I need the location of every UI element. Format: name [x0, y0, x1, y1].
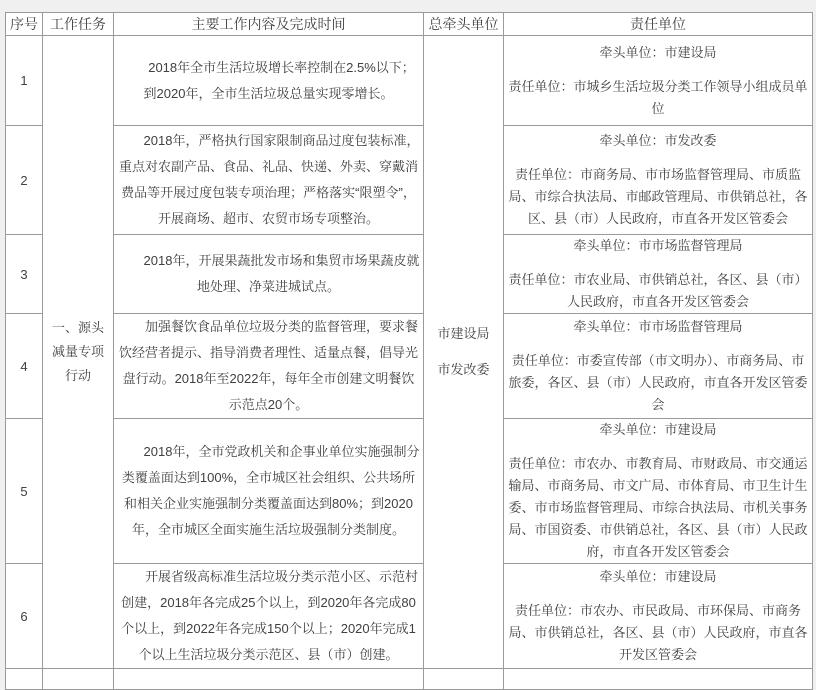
- header-overall-lead-unit: 总牵头单位: [424, 13, 504, 36]
- content-text: 2018年全市生活垃圾增长率控制在2.5%以下；到2020年，全市生活垃圾总量实现零增长。: [143, 59, 415, 101]
- table-row: [6, 314, 813, 419]
- row-number: 3: [6, 235, 43, 314]
- overall-lead-unit-2: 市发改委: [437, 362, 490, 377]
- table-row: [6, 235, 813, 314]
- responsible-unit-text: 责任单位：市城乡生活垃圾分类工作领导小组成员单位: [508, 78, 808, 116]
- row-number: 1: [6, 36, 43, 126]
- header-work-task: 工作任务: [43, 13, 114, 36]
- content-text: 加强餐饮食品单位垃圾分类的监督管理，要求餐饮经营者提示、指导消费者理性、适量点餐，倡导光盘行动。2018年至2022年，每年全市创建文明餐饮示范点20个。: [118, 319, 418, 412]
- empty-cell: [424, 669, 504, 690]
- content-cell: [114, 419, 424, 564]
- row-number: 6: [6, 564, 43, 669]
- responsibility-cell: [504, 126, 813, 235]
- responsibility-cell: [504, 314, 813, 419]
- empty-cell: [43, 669, 114, 690]
- content-cell: [114, 564, 424, 669]
- responsible-unit-text: 责任单位：市农业局、市供销总社，各区、县（市）人民政府，市直各开发区管委会: [508, 272, 808, 309]
- table-row: [6, 126, 813, 235]
- lead-unit-text: 牵头单位：市市场监督管理局: [573, 238, 743, 253]
- responsible-unit-text: 责任单位：市农办、市教育局、市财政局、市交通运输局、市商务局、市文广局、市体育局、市卫生计生委、市市场监督管理局、市综合执法局、市机关事务局、市国资委、市供销总社，各区、县（市）人民政府，市直各开发区管委会: [508, 456, 808, 559]
- content-cell: [114, 235, 424, 314]
- empty-cell: [504, 669, 813, 690]
- lead-unit-text: 牵头单位：市建设局: [599, 569, 717, 584]
- row-number: 4: [6, 314, 43, 419]
- content-cell: [114, 36, 424, 126]
- work-task-table: [5, 12, 813, 690]
- table-row: [6, 36, 813, 126]
- header-serial-number: 序号: [6, 13, 43, 36]
- task-group-label: 一、源头减量专项行动: [51, 320, 104, 383]
- responsible-unit-text: 责任单位：市商务局、市市场监督管理局、市质监局、市综合执法局、市邮政管理局、市供销总社，各区、县（市）人民政府，市直各开发区管委会: [508, 167, 808, 226]
- content-cell: [114, 126, 424, 235]
- responsibility-cell: [504, 419, 813, 564]
- responsible-unit-text: 责任单位：市农办、市民政局、市环保局、市商务局、市供销总社，各区、县（市）人民政府，市直各开发区管委会: [508, 603, 808, 662]
- lead-unit-text: 牵头单位：市发改委: [599, 133, 717, 148]
- header-responsible-unit: 责任单位: [504, 13, 813, 36]
- content-cell: [114, 314, 424, 419]
- overall-lead-unit-1: 市建设局: [437, 326, 490, 341]
- overall-lead-cell: [424, 36, 504, 669]
- header-row: [6, 13, 813, 36]
- empty-cell: [6, 669, 43, 690]
- lead-unit-text: 牵头单位：市市场监督管理局: [573, 319, 743, 334]
- content-text: 开展省级高标准生活垃圾分类示范小区、示范村创建，2018年各完成25个以上，到2020年各完成80个以上，到2022年各完成150个以上；2020年完成1个以上生活垃圾分类示范区、县（市）创建。: [121, 569, 418, 662]
- table-row: [6, 564, 813, 669]
- empty-cell: [114, 669, 424, 690]
- responsibility-cell: [504, 36, 813, 126]
- task-group-cell: [43, 36, 114, 669]
- row-number: 2: [6, 126, 43, 235]
- content-text: 2018年，严格执行国家限制商品过度包装标准，重点对农副产品、食品、礼品、快递、外卖、穿戴消费品等开展过度包装专项治理；严格落实“限塑令”，开展商场、超市、农贸市场专项整治。: [118, 133, 420, 226]
- next-row-partial: [6, 669, 813, 690]
- content-text: 2018年，全市党政机关和企事业单位实施强制分类覆盖面达到100%，全市城区社会组织、公共场所和相关企业实施强制分类覆盖面达到80%；到2020年，全市城区全面实施生活垃圾强制分类制度。: [121, 444, 420, 537]
- row-number: 5: [6, 419, 43, 564]
- header-main-content: 主要工作内容及完成时间: [114, 13, 424, 36]
- responsibility-cell: [504, 564, 813, 669]
- responsibility-cell: [504, 235, 813, 314]
- lead-unit-text: 牵头单位：市建设局: [599, 44, 717, 60]
- table-row: [6, 419, 813, 564]
- content-text: 2018年，开展果蔬批发市场和集贸市场果蔬皮就地处理、净菜进城试点。: [143, 253, 420, 294]
- responsible-unit-text: 责任单位：市委宣传部（市文明办）、市商务局、市旅委，各区、县（市）人民政府，市直各开发区管委会: [508, 353, 808, 412]
- lead-unit-text: 牵头单位：市建设局: [599, 422, 717, 437]
